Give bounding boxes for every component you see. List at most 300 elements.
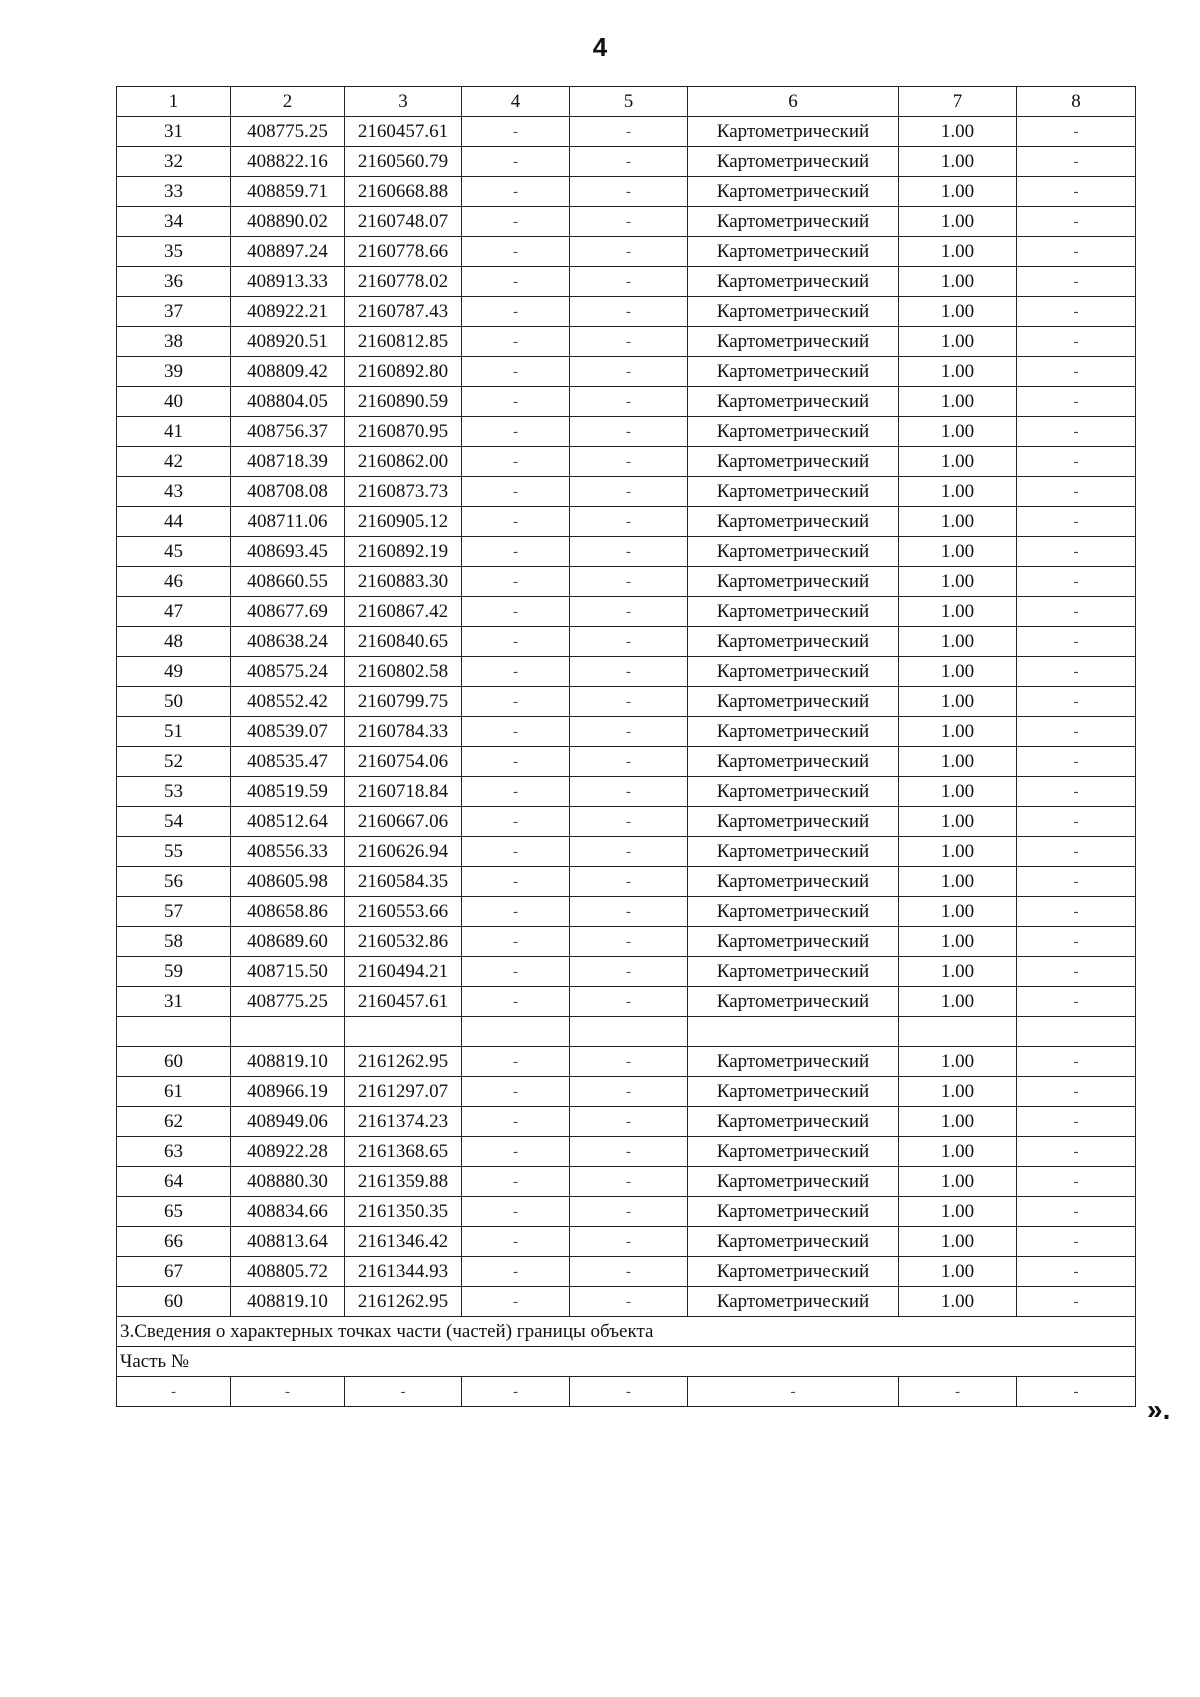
cell-col-5: - (570, 357, 688, 387)
cell-col-8: - (1017, 327, 1136, 357)
cell-y-coordinate: 2161374.23 (345, 1107, 462, 1137)
cell-method: Картометрический (688, 357, 899, 387)
cell-col-8: - (1017, 927, 1136, 957)
cell-point-number: 40 (117, 387, 231, 417)
cell-point-number: 48 (117, 627, 231, 657)
cell-accuracy: 1.00 (899, 357, 1017, 387)
cell-point-number: 58 (117, 927, 231, 957)
cell-col-5: 5 (570, 87, 688, 117)
cell-col-4: - (462, 777, 570, 807)
cell-accuracy: 1.00 (899, 1287, 1017, 1317)
cell-y-coordinate: 2160873.73 (345, 477, 462, 507)
table-row (117, 957, 1136, 987)
cell-method: Картометрический (688, 807, 899, 837)
table-row (117, 867, 1136, 897)
cell-y-coordinate: - (345, 1377, 462, 1407)
cell-point-number: 67 (117, 1257, 231, 1287)
cell-col-8: - (1017, 387, 1136, 417)
empty-cell (462, 1017, 570, 1047)
cell-accuracy: 7 (899, 87, 1017, 117)
cell-method: Картометрический (688, 387, 899, 417)
cell-col-5: - (570, 267, 688, 297)
cell-method: Картометрический (688, 177, 899, 207)
cell-accuracy: 1.00 (899, 567, 1017, 597)
cell-col-4: - (462, 447, 570, 477)
cell-col-5: - (570, 1107, 688, 1137)
cell-accuracy: 1.00 (899, 207, 1017, 237)
cell-point-number: 45 (117, 537, 231, 567)
cell-point-number: 33 (117, 177, 231, 207)
cell-col-4: - (462, 267, 570, 297)
cell-accuracy: 1.00 (899, 477, 1017, 507)
cell-point-number: 46 (117, 567, 231, 597)
cell-point-number: 49 (117, 657, 231, 687)
cell-col-4: - (462, 1077, 570, 1107)
cell-accuracy: 1.00 (899, 297, 1017, 327)
cell-accuracy: 1.00 (899, 1047, 1017, 1077)
cell-method: 6 (688, 87, 899, 117)
cell-accuracy: 1.00 (899, 897, 1017, 927)
cell-col-5: - (570, 987, 688, 1017)
cell-x-coordinate: 408689.60 (231, 927, 345, 957)
cell-point-number: 31 (117, 117, 231, 147)
cell-x-coordinate: 408813.64 (231, 1227, 345, 1257)
cell-col-4: - (462, 837, 570, 867)
cell-col-8: - (1017, 357, 1136, 387)
cell-col-8: - (1017, 867, 1136, 897)
cell-accuracy: 1.00 (899, 987, 1017, 1017)
cell-y-coordinate: 2160890.59 (345, 387, 462, 417)
cell-col-8: - (1017, 987, 1136, 1017)
cell-point-number: 39 (117, 357, 231, 387)
cell-col-4: - (462, 597, 570, 627)
cell-y-coordinate: 2160560.79 (345, 147, 462, 177)
table-row (117, 567, 1136, 597)
cell-x-coordinate: 408519.59 (231, 777, 345, 807)
cell-accuracy: 1.00 (899, 267, 1017, 297)
cell-point-number: 65 (117, 1197, 231, 1227)
empty-separator-row (117, 1017, 1136, 1047)
cell-accuracy: 1.00 (899, 1227, 1017, 1257)
cell-col-4: - (462, 687, 570, 717)
cell-x-coordinate: 408880.30 (231, 1167, 345, 1197)
cell-method: Картометрический (688, 417, 899, 447)
cell-col-5: - (570, 1167, 688, 1197)
cell-y-coordinate: 2161344.93 (345, 1257, 462, 1287)
cell-method: Картометрический (688, 147, 899, 177)
cell-y-coordinate: 2160457.61 (345, 117, 462, 147)
part-label-row (117, 1347, 1136, 1377)
cell-point-number: 62 (117, 1107, 231, 1137)
cell-accuracy: 1.00 (899, 1137, 1017, 1167)
cell-col-8: - (1017, 207, 1136, 237)
cell-x-coordinate: 408512.64 (231, 807, 345, 837)
table-row (117, 777, 1136, 807)
cell-accuracy: 1.00 (899, 447, 1017, 477)
cell-point-number: 59 (117, 957, 231, 987)
cell-x-coordinate: 408708.08 (231, 477, 345, 507)
header-row (117, 87, 1136, 117)
cell-point-number: 31 (117, 987, 231, 1017)
cell-col-8: - (1017, 687, 1136, 717)
cell-method: Картометрический (688, 1197, 899, 1227)
cell-point-number: 38 (117, 327, 231, 357)
cell-col-4: - (462, 1257, 570, 1287)
cell-x-coordinate: 408859.71 (231, 177, 345, 207)
cell-col-4: - (462, 507, 570, 537)
cell-point-number: 60 (117, 1287, 231, 1317)
cell-x-coordinate: 408822.16 (231, 147, 345, 177)
cell-accuracy: 1.00 (899, 537, 1017, 567)
cell-point-number: 51 (117, 717, 231, 747)
cell-accuracy: 1.00 (899, 1257, 1017, 1287)
cell-accuracy: 1.00 (899, 1077, 1017, 1107)
cell-method: Картометрический (688, 717, 899, 747)
cell-accuracy: 1.00 (899, 177, 1017, 207)
cell-point-number: 56 (117, 867, 231, 897)
table-row (117, 1227, 1136, 1257)
table-row (117, 597, 1136, 627)
cell-method: Картометрический (688, 117, 899, 147)
cell-x-coordinate: 408605.98 (231, 867, 345, 897)
table-row (117, 267, 1136, 297)
cell-col-5: - (570, 1377, 688, 1407)
cell-col-5: - (570, 477, 688, 507)
cell-x-coordinate: 408922.21 (231, 297, 345, 327)
table-row (117, 537, 1136, 567)
cell-col-8: - (1017, 657, 1136, 687)
cell-col-5: - (570, 897, 688, 927)
cell-col-4: - (462, 717, 570, 747)
cell-col-8: - (1017, 717, 1136, 747)
cell-point-number: 64 (117, 1167, 231, 1197)
table-row (117, 117, 1136, 147)
cell-y-coordinate: 2160532.86 (345, 927, 462, 957)
cell-x-coordinate: 408658.86 (231, 897, 345, 927)
cell-method: Картометрический (688, 237, 899, 267)
cell-method: Картометрический (688, 1137, 899, 1167)
cell-accuracy: 1.00 (899, 237, 1017, 267)
cell-point-number: 60 (117, 1047, 231, 1077)
cell-x-coordinate: 2 (231, 87, 345, 117)
cell-accuracy: 1.00 (899, 1107, 1017, 1137)
cell-col-8: - (1017, 1107, 1136, 1137)
cell-col-5: - (570, 657, 688, 687)
cell-method: Картометрический (688, 597, 899, 627)
cell-x-coordinate: 408693.45 (231, 537, 345, 567)
cell-method: Картометрический (688, 1077, 899, 1107)
table-row (117, 327, 1136, 357)
cell-point-number: - (117, 1377, 231, 1407)
table-row (117, 1107, 1136, 1137)
cell-col-4: - (462, 1167, 570, 1197)
cell-method: Картометрический (688, 687, 899, 717)
cell-col-4: - (462, 357, 570, 387)
cell-point-number: 44 (117, 507, 231, 537)
cell-accuracy: 1.00 (899, 147, 1017, 177)
cell-point-number: 41 (117, 417, 231, 447)
cell-col-4: - (462, 807, 570, 837)
table-row (117, 1167, 1136, 1197)
cell-method: Картометрический (688, 1257, 899, 1287)
cell-col-4: - (462, 1197, 570, 1227)
cell-method: Картометрический (688, 747, 899, 777)
table-row (117, 447, 1136, 477)
cell-col-8: - (1017, 537, 1136, 567)
cell-method: Картометрический (688, 657, 899, 687)
table-row (117, 657, 1136, 687)
table-row (117, 627, 1136, 657)
cell-y-coordinate: 2161262.95 (345, 1287, 462, 1317)
cell-col-5: - (570, 1257, 688, 1287)
cell-col-5: - (570, 597, 688, 627)
cell-col-8: - (1017, 597, 1136, 627)
cell-col-4: - (462, 297, 570, 327)
cell-col-4: - (462, 327, 570, 357)
cell-accuracy: 1.00 (899, 1197, 1017, 1227)
cell-method: Картометрический (688, 447, 899, 477)
cell-method: Картометрический (688, 867, 899, 897)
cell-method: Картометрический (688, 1227, 899, 1257)
cell-col-5: - (570, 1047, 688, 1077)
cell-y-coordinate: 2160784.33 (345, 717, 462, 747)
cell-col-4: - (462, 1287, 570, 1317)
cell-y-coordinate: 2161368.65 (345, 1137, 462, 1167)
cell-x-coordinate: 408539.07 (231, 717, 345, 747)
cell-col-4: - (462, 987, 570, 1017)
cell-col-5: - (570, 207, 688, 237)
cell-col-4: - (462, 927, 570, 957)
cell-point-number: 35 (117, 237, 231, 267)
cell-accuracy: 1.00 (899, 117, 1017, 147)
cell-col-4: - (462, 1227, 570, 1257)
cell-x-coordinate: 408805.72 (231, 1257, 345, 1287)
cell-method: Картометрический (688, 927, 899, 957)
cell-col-8: - (1017, 567, 1136, 597)
cell-y-coordinate: 2160778.02 (345, 267, 462, 297)
cell-x-coordinate: 408920.51 (231, 327, 345, 357)
cell-col-4: - (462, 417, 570, 447)
cell-col-4: - (462, 387, 570, 417)
cell-point-number: 57 (117, 897, 231, 927)
cell-y-coordinate: 2160754.06 (345, 747, 462, 777)
cell-col-4: - (462, 1377, 570, 1407)
table-row (117, 147, 1136, 177)
cell-col-8: - (1017, 1167, 1136, 1197)
cell-accuracy: 1.00 (899, 837, 1017, 867)
cell-y-coordinate: 2160802.58 (345, 657, 462, 687)
cell-accuracy: - (899, 1377, 1017, 1407)
table-row (117, 807, 1136, 837)
cell-col-8: - (1017, 507, 1136, 537)
cell-x-coordinate: 408949.06 (231, 1107, 345, 1137)
cell-col-5: - (570, 447, 688, 477)
cell-method: Картометрический (688, 777, 899, 807)
cell-y-coordinate: 2160778.66 (345, 237, 462, 267)
table-row (117, 837, 1136, 867)
cell-x-coordinate: 408819.10 (231, 1287, 345, 1317)
cell-y-coordinate: 2161346.42 (345, 1227, 462, 1257)
table-row (117, 717, 1136, 747)
cell-method: Картометрический (688, 1287, 899, 1317)
cell-col-8: - (1017, 237, 1136, 267)
table-row (117, 237, 1136, 267)
cell-method: Картометрический (688, 267, 899, 297)
table-row (117, 747, 1136, 777)
table-row (117, 177, 1136, 207)
cell-col-5: - (570, 717, 688, 747)
page-number: 4 (592, 32, 608, 62)
cell-col-5: - (570, 927, 688, 957)
cell-method: Картометрический (688, 1047, 899, 1077)
cell-y-coordinate: 2160840.65 (345, 627, 462, 657)
cell-point-number: 53 (117, 777, 231, 807)
cell-col-5: - (570, 687, 688, 717)
cell-y-coordinate: 2161297.07 (345, 1077, 462, 1107)
cell-accuracy: 1.00 (899, 807, 1017, 837)
cell-x-coordinate: 408552.42 (231, 687, 345, 717)
cell-method: Картометрический (688, 837, 899, 867)
cell-col-5: - (570, 147, 688, 177)
cell-x-coordinate: 408809.42 (231, 357, 345, 387)
cell-col-8: - (1017, 297, 1136, 327)
cell-col-4: - (462, 747, 570, 777)
cell-y-coordinate: 2160892.19 (345, 537, 462, 567)
cell-method: Картометрический (688, 627, 899, 657)
table-row (117, 207, 1136, 237)
cell-accuracy: 1.00 (899, 687, 1017, 717)
cell-col-5: - (570, 507, 688, 537)
cell-col-4: - (462, 867, 570, 897)
cell-point-number: 34 (117, 207, 231, 237)
cell-x-coordinate: 408890.02 (231, 207, 345, 237)
cell-col-5: - (570, 237, 688, 267)
empty-cell (231, 1017, 345, 1047)
cell-accuracy: 1.00 (899, 1167, 1017, 1197)
cell-y-coordinate: 2160812.85 (345, 327, 462, 357)
cell-method: Картометрический (688, 477, 899, 507)
cell-col-5: - (570, 1227, 688, 1257)
cell-x-coordinate: 408913.33 (231, 267, 345, 297)
table-row (117, 417, 1136, 447)
cell-col-5: - (570, 1197, 688, 1227)
cell-col-8: - (1017, 807, 1136, 837)
cell-col-8: - (1017, 1227, 1136, 1257)
cell-col-8: - (1017, 837, 1136, 867)
table-row (117, 1257, 1136, 1287)
cell-y-coordinate: 2160787.43 (345, 297, 462, 327)
cell-y-coordinate: 2160553.66 (345, 897, 462, 927)
cell-x-coordinate: 408677.69 (231, 597, 345, 627)
cell-col-5: - (570, 117, 688, 147)
cell-accuracy: 1.00 (899, 777, 1017, 807)
cell-y-coordinate: 2160799.75 (345, 687, 462, 717)
cell-point-number: 66 (117, 1227, 231, 1257)
empty-cell (570, 1017, 688, 1047)
cell-col-5: - (570, 537, 688, 567)
cell-x-coordinate: 408575.24 (231, 657, 345, 687)
table-row (117, 987, 1136, 1017)
cell-col-5: - (570, 177, 688, 207)
cell-col-4: - (462, 477, 570, 507)
cell-point-number: 1 (117, 87, 231, 117)
cell-col-4: - (462, 1047, 570, 1077)
table-row (117, 477, 1136, 507)
cell-col-8: - (1017, 1377, 1136, 1407)
cell-point-number: 55 (117, 837, 231, 867)
cell-col-5: - (570, 747, 688, 777)
cell-col-8: 8 (1017, 87, 1136, 117)
cell-col-5: - (570, 417, 688, 447)
cell-col-8: - (1017, 447, 1136, 477)
cell-x-coordinate: 408556.33 (231, 837, 345, 867)
cell-x-coordinate: 408715.50 (231, 957, 345, 987)
cell-col-8: - (1017, 777, 1136, 807)
cell-point-number: 37 (117, 297, 231, 327)
cell-accuracy: 1.00 (899, 717, 1017, 747)
cell-y-coordinate: 2160867.42 (345, 597, 462, 627)
cell-method: Картометрический (688, 507, 899, 537)
cell-method: Картометрический (688, 567, 899, 597)
cell-y-coordinate: 2160668.88 (345, 177, 462, 207)
cell-col-8: - (1017, 147, 1136, 177)
cell-x-coordinate: 408756.37 (231, 417, 345, 447)
cell-point-number: 54 (117, 807, 231, 837)
cell-col-8: - (1017, 177, 1136, 207)
part-label: Часть № (117, 1347, 1136, 1377)
cell-x-coordinate: 408922.28 (231, 1137, 345, 1167)
cell-accuracy: 1.00 (899, 597, 1017, 627)
cell-accuracy: 1.00 (899, 417, 1017, 447)
table-body (117, 87, 1136, 1407)
cell-method: Картометрический (688, 1167, 899, 1197)
cell-point-number: 50 (117, 687, 231, 717)
cell-y-coordinate: 2161350.35 (345, 1197, 462, 1227)
cell-y-coordinate: 2160748.07 (345, 207, 462, 237)
cell-accuracy: 1.00 (899, 627, 1017, 657)
table-row (117, 1137, 1136, 1167)
cell-accuracy: 1.00 (899, 927, 1017, 957)
cell-point-number: 47 (117, 597, 231, 627)
cell-y-coordinate: 3 (345, 87, 462, 117)
cell-col-4: - (462, 657, 570, 687)
cell-point-number: 43 (117, 477, 231, 507)
boundary-points-table (116, 86, 1136, 1407)
table-row (117, 387, 1136, 417)
cell-accuracy: 1.00 (899, 327, 1017, 357)
cell-y-coordinate: 2161262.95 (345, 1047, 462, 1077)
table-row (117, 927, 1136, 957)
cell-col-8: - (1017, 117, 1136, 147)
cell-y-coordinate: 2160584.35 (345, 867, 462, 897)
cell-y-coordinate: 2160667.06 (345, 807, 462, 837)
cell-col-8: - (1017, 1137, 1136, 1167)
cell-method: Картометрический (688, 207, 899, 237)
table-row (117, 1047, 1136, 1077)
empty-cell (899, 1017, 1017, 1047)
cell-col-8: - (1017, 1197, 1136, 1227)
cell-col-8: - (1017, 897, 1136, 927)
cell-point-number: 52 (117, 747, 231, 777)
cell-col-5: - (570, 807, 688, 837)
cell-col-4: - (462, 957, 570, 987)
cell-x-coordinate: 408711.06 (231, 507, 345, 537)
cell-accuracy: 1.00 (899, 657, 1017, 687)
cell-y-coordinate: 2160862.00 (345, 447, 462, 477)
cell-col-4: - (462, 147, 570, 177)
cell-method: Картометрический (688, 957, 899, 987)
cell-col-5: - (570, 957, 688, 987)
